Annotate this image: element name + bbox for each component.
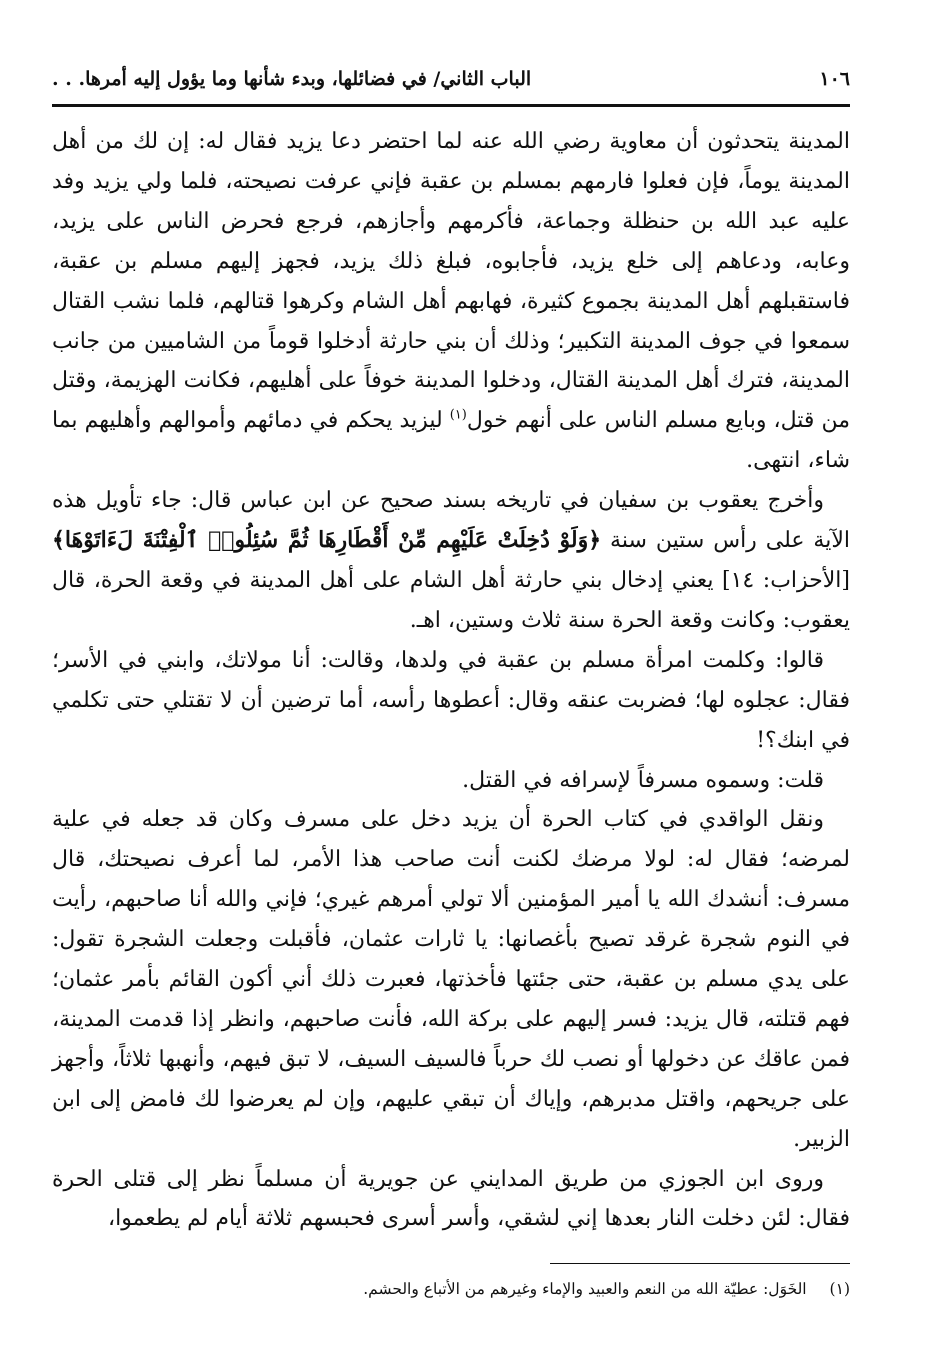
paragraph-2-end: [الأحزاب: ١٤] يعني إدخال بني حارثة أهل الشام على أهل المدينة في وقعة الحرة، قال يعقوب: وكانت وقعة الحرة سنة ثلاث وستين، اهـ. [52,567,850,633]
footnote-text: الخَوَل: عطيّة الله من النعم والعبيد والإماء وغيرهم من الأتباع والحشم. [363,1280,807,1298]
main-text [52,122,850,1239]
paragraph-3: قالوا: وكلمت امرأة مسلم بن عقبة في ولدها، وقالت: أنا مولاتك، وابني في الأسر؛ فقال: عجلوه لها؛ فضربت عنقه وقال: أعطوها رأسه، أما ترضين أن لا تقتلي حتى تكلمي في ابنك؟! [52,647,850,753]
paragraph-6: وروى ابن الجوزي من طريق المدايني عن جويرية أن مسلماً نظر إلى قتلى الحرة فقال: لئن دخلت النار بعدها إني لشقي، وأسر أسرى فحبسهم ثلاثة أيام لم يطعموا، [52,1166,850,1232]
paragraph-1 [52,122,850,481]
paragraph-5: ونقل الواقدي في كتاب الحرة أن يزيد دخل على مسرف وكان قد جعله في علية لمرضه؛ فقال له: لولا مرضك لكنت أنت صاحب هذا الأمر، لما أعرف نصيحتك، قال مسرف: أنشدك الله يا أمير المؤمنين ألا تولي أمرهم غيري؛ فإني والله أنا صاحبهم، رأيت في النوم شجرة غرقد تصيح بأغصانها: يا ثارات عثمان، فأقبلت وجعلت الشجرة تقول: على يدي مسلم بن عقبة، حتى جئتها فأخذتها، فعبرت ذلك أني أكون القائم بأمر عثمان؛ فهم قتلته، قال يزيد: فسر إليهم على بركة الله، فأنت صاحبهم، وانظر إذا قدمت المدينة، فمن عاقك عن دخولها أو نصب لك حرباً فالسيف السيف، لا تبق فيهم، وأنهبها ثلاثاً، وأجهز على جريحهم، واقتل مدبرهم، وإياك أن تبقي عليهم، وإن لم يعرضوا لك فامض إلى ابن الزبير. [52,807,850,1152]
footnote [52,1276,850,1302]
quran-verse: ﴿وَلَوْ دُخِلَتْ عَلَيْهِم مِّنْ أَقْطَارِهَا ثُمَّ سُئِلُوا۟ ٱلْفِتْنَةَ لَءَاتَوْهَا﴾ [52,527,602,554]
running-title: الباب الثاني/ في فضائلها، وبدء شأنها وما يؤول إليه أمرها. . . [52,68,532,90]
paragraph-1-end: ليزيد يحكم في دمائهم وأموالهم وأهليهم بما شاء، انتهى. [52,408,850,474]
footnote-divider [550,1263,850,1264]
paragraph-2 [52,481,850,641]
footnote-number: (١) [829,1280,850,1298]
paragraph-1-text: المدينة يتحدثون أن معاوية رضي الله عنه لما احتضر دعا يزيد فقال له: إن لك من أهل المدينة يوماً، فإن فعلوا فارمهم بمسلم بن عقبة فإني عرفت نصيحته، فلما ولي يزيد وفد عليه عبد الله بن حنظلة وجماعة، فأكرمهم وأجازهم، فرجع فحرض الناس على يزيد، وعابه، ودعاهم إلى خلع يزيد، فأجابوه، فبلغ ذلك يزيد، فجهز إليهم مسلم بن عقبة، فاستقبلهم أهل المدينة بجموع كثيرة، فهابهم أهل الشام وكرهوا قتالهم، فلما نشب القتال سمعوا في جوف المدينة التكبير؛ وذلك أن بني حارثة أدخلوا قوماً من الشاميين من جانب المدينة، فترك أهل المدينة القتال، ودخلوا المدينة خوفاً على أهليهم، فكانت الهزيمة، وقتل من قتل، وبايع مسلم الناس على أنهم خول [52,129,850,434]
page-header [52,62,850,96]
paragraph-4: قلت: وسموه مسرفاً لإسرافه في القتل. [462,767,824,793]
footnote-reference[interactable]: (١) [449,408,467,424]
paragraph-2-start: وأخرج يعقوب بن سفيان في تاريخه بسند صحيح عن ابن عباس قال: جاء تأويل هذه الآية على رأس ستين سنة [52,488,850,554]
header-divider [52,104,850,107]
page-number: ١٠٦ [819,68,850,90]
